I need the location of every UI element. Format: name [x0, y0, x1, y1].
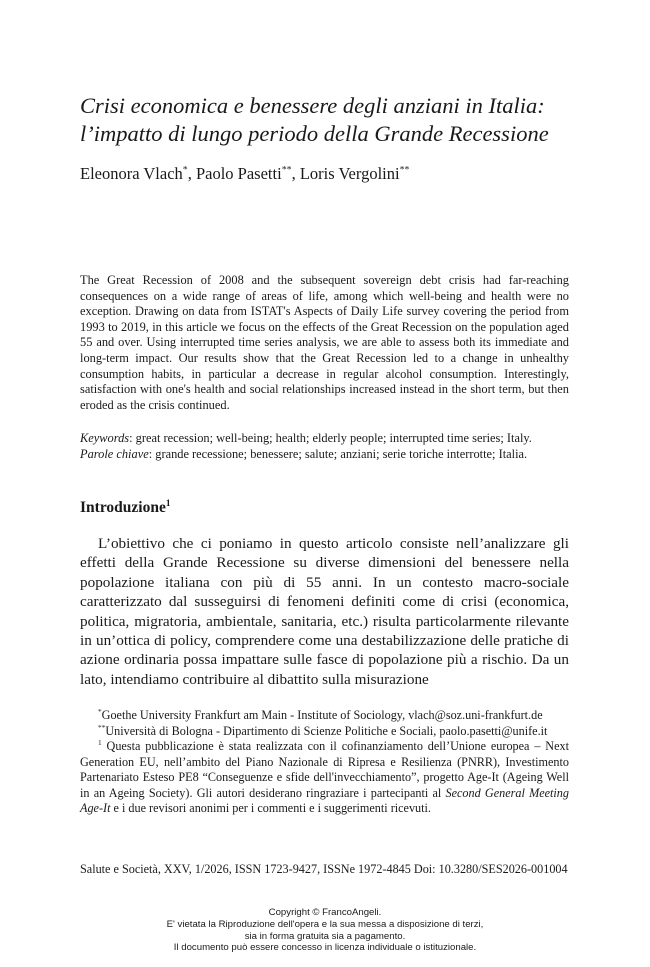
section-heading-text: Introduzione	[80, 499, 166, 516]
parole-chiave-label: Parole chiave	[80, 446, 149, 461]
meeting-title: Second General Meeting Age-It	[80, 785, 569, 815]
footnote-text: Università di Bologna - Dipartimento di Scienze Politiche e Sociali, paolo.pasetti@unife.it	[105, 723, 548, 738]
footnote-mark: *	[98, 706, 102, 716]
copyright-line: sia in forma gratuita sia a pagamento.	[244, 930, 406, 942]
author-separator: ,	[187, 164, 196, 183]
footnote-text: Goethe University Frankfurt am Main - Institute of Sociology, vlach@soz.uni-frankfurt.de	[101, 708, 543, 722]
author-name: Loris Vergolini	[299, 164, 400, 183]
author-name: Paolo Pasetti	[195, 164, 282, 183]
copyright-line: E' vietata la Riproduzione dell'opera e la sua messa a disposizione di terzi,	[166, 918, 484, 930]
copyright-notice	[0, 907, 650, 954]
affiliation-mark: **	[281, 164, 292, 176]
section-heading	[80, 499, 171, 517]
copyright-line: Copyright © FrancoAngeli.	[268, 907, 382, 918]
journal-citation: Salute e Società, XXV, 1/2026, ISSN 1723-9427, ISSNe 1972-4845 Doi: 10.3280/SES2026-001004	[80, 862, 568, 876]
paper-title	[80, 92, 600, 148]
keywords-label: Keywords	[80, 431, 130, 445]
footnote-3	[80, 739, 569, 817]
keywords-block	[80, 431, 569, 462]
footnotes	[80, 708, 569, 817]
parole-chiave-text: : grande recessione; benessere; salute; anziani; serie toriche interrotte; Italia.	[148, 446, 528, 461]
footnote-mark: **	[98, 722, 106, 732]
title-line-2: l’impatto di lungo periodo della Grande Recessione	[80, 121, 549, 146]
footnote-mark: 1	[98, 737, 102, 747]
author-separator: ,	[291, 164, 300, 183]
keywords-it	[80, 447, 569, 463]
footnote-text-end: e i due revisori anonimi per i commenti e i suggerimenti ricevuti.	[110, 801, 431, 815]
title-line-1: Crisi economica e benessere degli anziani in Italia:	[80, 93, 545, 118]
keywords-en	[80, 431, 569, 447]
footnote-1	[80, 708, 569, 724]
footnote-text: Questa pubblicazione è stata realizzata con il cofinanziamento dell’Unione europea – Next Generation EU, nell’ambito del Piano Nazionale di Ripresa e Resilienza (PNRR), Investimento Partenariato Esteso PE8 “Conseguenze e sfide dell'invecchiamento”, progetto Age-It (Ageing Well in an Ageing Society). Gli autori desiderano ringraziare i partecipanti al	[80, 739, 569, 800]
abstract: The Great Recession of 2008 and the subsequent sovereign debt crisis had far-reaching consequences on a wide range of areas of life, among which well-being and health were no exception. Drawing on data from ISTAT's Aspects of Daily Life survey covering the period from 1993 to 2019, in this article we focus on the effects of the Great Recession on the population aged 55 and over. Using interrupted time series analysis, we are able to assess both its immediate and long-term impact. Our results show that the Great Recession led to a change in unhealthy consumption habits, in particular a decrease in regular alcohol consumption. Interestingly, satisfaction with one's health and social relationships increased instead in the short term, but then eroded as the crisis continued.	[80, 273, 569, 412]
body-paragraph: L’obiettivo che ci poniamo in questo articolo consiste nell’analizzare gli effetti della Grande Recessione su diverse dimensioni del benessere nella popolazione italiana con più di 55 anni. In un contesto macro-sociale caratterizzato dal susseguirsi di fenomeni definiti come di crisi (economica, politica, migratoria, ambientale, sanitaria, etc.) risulta particolarmente rilevante in un’ottica di policy, comprendere come una destabilizzazione delle pratiche di azione ordinaria possa impattare sulle fasce di popolazione più a rischio. Da un lato, intendiamo contribuire al dibattito sulla misurazione	[80, 535, 569, 688]
copyright-line: Il documento può essere concesso in licenza individuale o istituzionale.	[173, 942, 477, 954]
footnote-ref: 1	[165, 498, 171, 509]
keywords-text: : great recession; well-being; health; elderly people; interrupted time series; Italy.	[129, 431, 532, 445]
author-list	[80, 164, 409, 184]
affiliation-mark: **	[399, 164, 410, 176]
footnote-2	[80, 724, 569, 740]
author-name: Eleonora Vlach	[80, 164, 183, 183]
affiliation-mark: *	[182, 164, 188, 176]
